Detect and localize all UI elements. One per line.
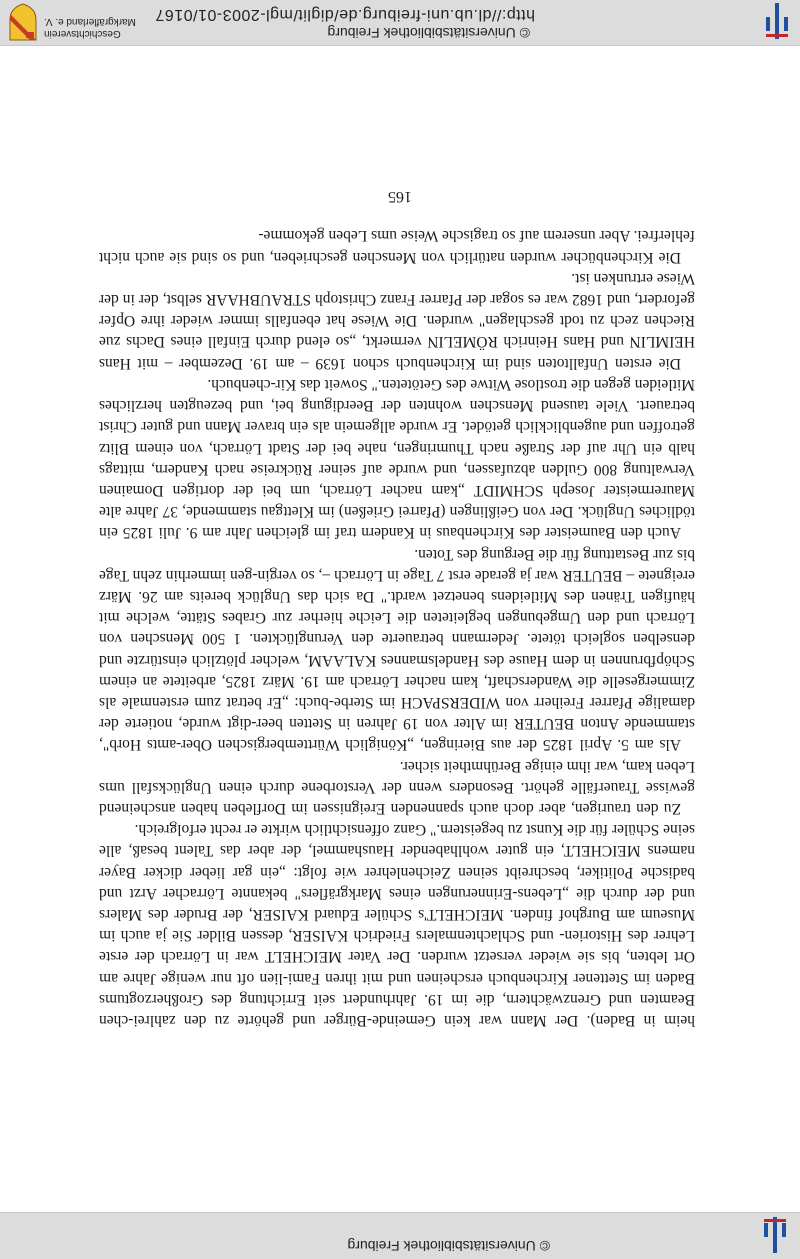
footer-bar: [0, 0, 800, 46]
header-bar: [0, 1212, 800, 1259]
paragraph: Die Kirchenbücher wurden natürlich von Menschen geschrieben, und so sind sie auch nicht fehlerfrei. Aber unserem auf so tragische Weise ums Leben gekomme-: [99, 227, 695, 266]
paragraph: Als am 5. April 1825 der aus Bieringen, „Königlich Württembergischen Ober-amts Horb", stammende Anton BEUTER im Alter von 19 Jahren in Stetten beer-digt wurde, notierte der damalige Pfarrer Freiherr von WIDERSPACH im Sterbe-buch: „Er betrat zum erstenmale als Zimmergeselle die Wanderschaft, kam nacher Lörrach am 19. März 1825, arbeitete an einem Schöpfbrunnen in dem Hause des Handelsmannes KALAAM, welcher plötzlich einstürzte und denselben sogleich tötete. Jedermann betrauerte den Verunglückten. 1 500 Menschen von Lörrach und den Umgebungen begleiteten die Leiche hierher zur Grabes Stätte, welche mit häufigen Tränen des Mitleidens benetzet wardt." Da sich das Unglück bereits am 26. März ereignete – BEUTER war ja gerade erst 7 Tage in Lörrach –, so vergin-gen immerhin zehn Tage bis zur Bestattung für die Bergung des Toten.: [99, 545, 695, 754]
paragraph: Auch den Baumeister des Kirchenbaus in Kandern traf im gleichen Jahr am 9. Juli 1825 ein tödliches Unglück. Der von Geißlingen (Pfarrei Grießen) im Klettgau stammende, 37 Jahre alte Maurermeister Joseph SCHMIDT „kam nacher Lörrach, um bei der dortigen Domainen Verwaltung 800 Gulden abzufassen, und wurde auf seiner Rückreise nach Kandern, mittags halb ein Uhr auf der Straße nach Thumringen, nahe bei der Stadt Lörrach, von einem Blitz getroffen und augenblicklich getödet. Er wurde allgemein als ein braver Mann und guter Christ betrauert. Viele tausend Menschen wohnten der Beerdigung bei, und bezeugten herzliches Mitleiden gegen die trostlose Witwe des Getöteten." Soweit das Kir-chenbuch.: [99, 375, 695, 542]
coat-of-arms-icon: [8, 2, 38, 42]
page-number: 165: [388, 188, 412, 205]
paragraph: heim in Baden). Der Mann war kein Gemeinde-Bürger und gehörte zu den zahlrei-chen Beamten und Grenzwächtern, die im 19. Jahrhundert seit Errichtung des Großherzogtums Baden im Stettener Kirchenbuch erscheinen und mit ihren Fami-lien oft nur wenige Jahre am Ort lebten, bis sie wieder versetzt wurden. Der Vater MEICHELT war in Lörrach der erste Lehrer des Historien- und Schlachtenmalers Friedrich KAISER, dessen Bilder Sie ja auch im Museum am Burghof finden. MEICHELT's Schüler Eduard KAISER, der Bruder des Malers und der durch die „Lebens-Erinnerungen eines Markgräflers" bekannte Lörracher Arzt und badische Politiker, beschreibt seinen Zeichenlehrer wie folgt: „ein gar lieber dicker Bayer namens MEICHELT, ein guter wohlhabender Haushammel, der aber das Talent besaß, alle seine Schüler für die Kunst zu begeistern." Ganz offensichtlich wirkte er recht erfolgreich.: [99, 821, 695, 1029]
society-name: [44, 15, 136, 39]
university-library-logo-icon: [762, 1, 792, 43]
source-url-link[interactable]: http://dl.ub.uni-freiburg.de/diglit/mgl-2003-01/0167: [155, 6, 535, 23]
paragraph: Zu den traurigen, aber doch auch spannenden Ereignissen im Dorfleben haben anscheinend gewisse Trauerfälle gehört. Besonders wenn der Verstorbene durch einen Unglücksfall ums Leben kam, war ihm einige Berühmtheit sicher.: [99, 757, 695, 817]
society-name-line: Markgräflerland e. V.: [44, 16, 136, 27]
article-body: [99, 225, 695, 1031]
copyright-credit: © Universitätsbibliothek Freiburg: [327, 25, 530, 41]
paragraph: Die ersten Unfalltoten sind im Kirchenbuch schon 1639 – am 19. Dezember – mit Hans HEIMLIN und Hans Heinrich RÖMELIN vermerkt, „so elend durch Einfall eines Dachs zue Riechen zech zu todt geschlagen" wurden. Die Wiese hat ebenfalls immer wieder ihre Opfer gefordert, und 1682 war es sogar der Pfarrer Franz Christoph STRAUBHAAR selbst, der in der Wiese ertrunken ist.: [99, 269, 695, 372]
university-library-logo-icon: [760, 1215, 790, 1255]
copyright-credit: © Universitätsbibliothek Freiburg: [347, 1238, 550, 1254]
society-name-line: Geschichtsverein: [44, 28, 121, 39]
